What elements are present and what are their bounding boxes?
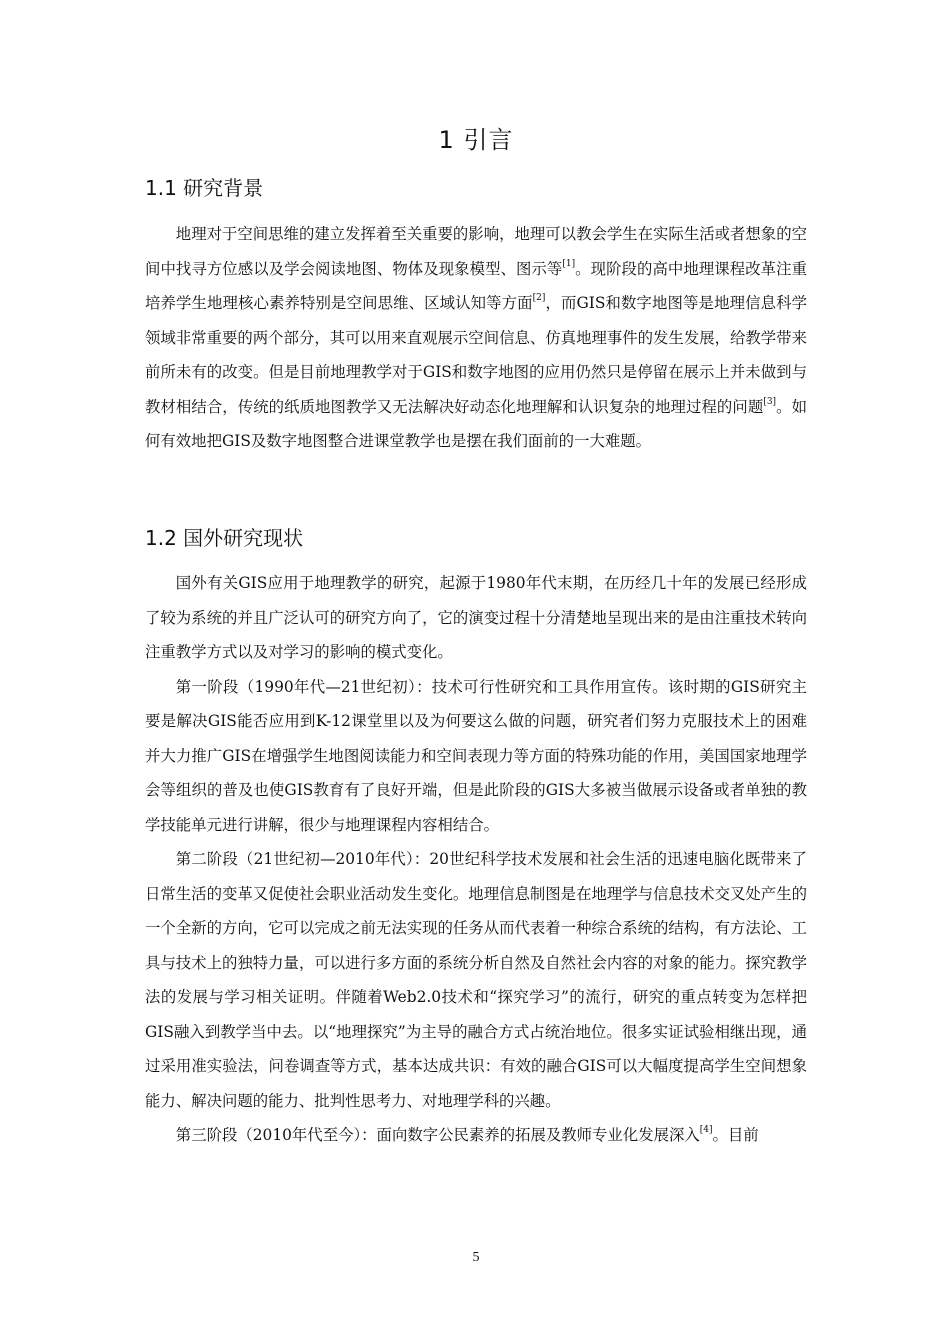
paragraph — [145, 217, 807, 459]
text-run: 。目前 — [712, 1126, 759, 1144]
paragraph — [145, 670, 807, 843]
paragraph — [145, 566, 807, 670]
page-number: 5 — [472, 1250, 480, 1265]
paragraph — [145, 1118, 807, 1152]
paragraph — [145, 842, 807, 1118]
text-run: 第二阶段（21世纪初—2010年代）：20世纪科学技术发展和社会生活的迅速电脑化既带来了日常生活的变革又促使社会职业活动发生变化。地理信息制图是在地理学与信息技术交叉处产生的一个全新的方向，它可以完成之前无法实现的任务从而代表着一种综合系统的结构，有方法论、工具与技术上的独特力量，可以进行多方面的系统分析自然及自然社会内容的对象的能力。探究教学法的发展与学习相关证明。伴随着Web2.0技术和“探究学习”的流行，研究的重点转变为怎样把GIS融入到教学当中去。以“地理探究”为主导的融合方式占统治地位。很多实证试验相继出现，通过采用准实验法，问卷调查等方式，基本达成共识：有效的融合GIS可以大幅度提高学生空间想象能力、解决问题的能力、批判性思考力、对地理学科的兴趣。 — [145, 850, 807, 1110]
chapter-title: 1 引言 — [438, 126, 514, 154]
section-body-1-2 — [145, 566, 807, 1152]
text-run: 。现阶段的高中地理课程改革注重培养学生地理核心素养特别是空间思维、区域认知等方面 — [145, 259, 807, 312]
citation-ref: [1] — [562, 258, 576, 269]
text-run: 第三阶段（2010年代至今）：面向数字公民素养的拓展及教师专业化发展深入 — [175, 1126, 700, 1144]
section-body-1-1 — [145, 217, 807, 459]
text-run: 国外有关GIS应用于地理教学的研究，起源于1980年代末期，在历经几十年的发展已经形成了较为系统的并且广泛认可的研究方向了，它的演变过程十分清楚地呈现出来的是由注重技术转向注重教学方式以及对学习的影响的模式变化。 — [145, 574, 807, 661]
section-title-1-2: 1.2 国外研究现状 — [145, 526, 304, 550]
citation-ref: [3] — [763, 396, 777, 407]
citation-ref: [2] — [532, 292, 546, 303]
text-run: 地理对于空间思维的建立发挥着至关重要的影响，地理可以教会学生在实际生活或者想象的空间中找寻方位感以及学会阅读地图、物体及现象模型、图示等 — [145, 225, 807, 278]
section-title-1-1: 1.1 研究背景 — [145, 176, 264, 200]
text-run: ，而GIS和数字地图等是地理信息科学领域非常重要的两个部分，其可以用来直观展示空间信息、仿真地理事件的发生发展，给教学带来前所未有的改变。但是目前地理教学对于GIS和数字地图的应用仍然只是停留在展示上并未做到与教材相结合，传统的纸质地图教学又无法解决好动态化地理解和认识复杂的地理过程的问题 — [145, 294, 807, 416]
document-page — [145, 0, 807, 1344]
text-run: 。如何有效地把GIS及数字地图整合进课堂教学也是摆在我们面前的一大难题。 — [145, 397, 807, 450]
citation-ref: [4] — [699, 1124, 713, 1135]
text-run: 第一阶段（1990年代—21世纪初）：技术可行性研究和工具作用宣传。该时期的GIS研究主要是解决GIS能否应用到K-12课堂里以及为何要这么做的问题，研究者们努力克服技术上的困难并大力推广GIS在增强学生地图阅读能力和空间表现力等方面的特殊功能的作用，美国国家地理学会等组织的普及也使GIS教育有了良好开端，但是此阶段的GIS大多被当做展示设备或者单独的教学技能单元进行讲解，很少与地理课程内容相结合。 — [145, 677, 807, 834]
